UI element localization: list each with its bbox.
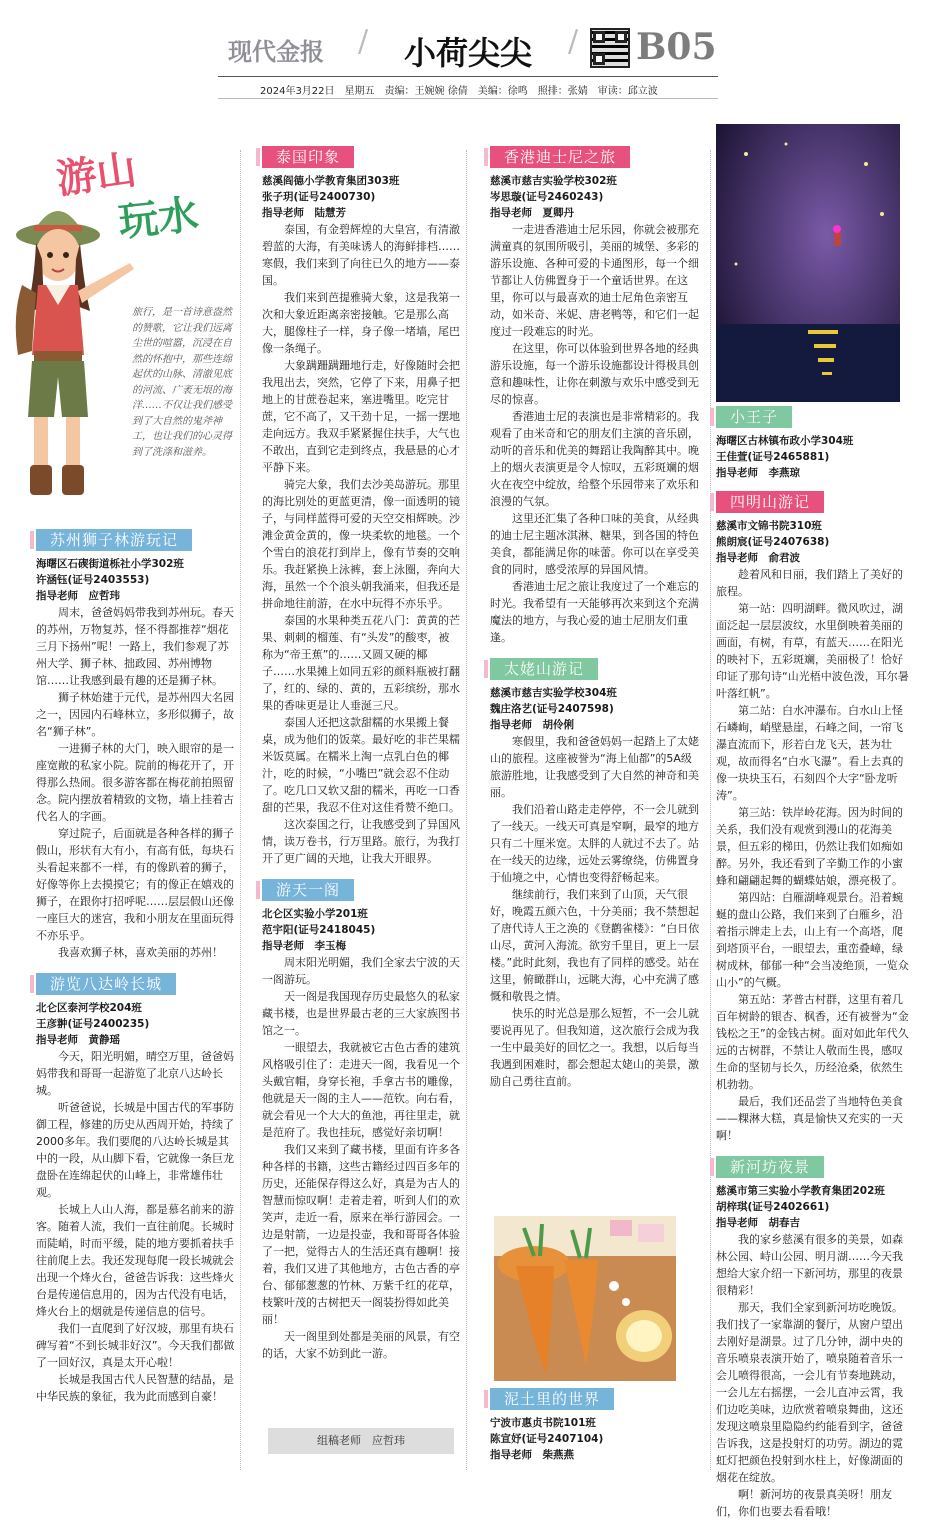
article-body — [262, 954, 460, 1362]
paragraph: 泰国，有金碧辉煌的大皇宫，有清澈碧蓝的大海，有美味诱人的海鲜排档……寒假，我们来到了向往已久的地方——泰国。 — [262, 223, 460, 287]
paragraph: 这次泰国之行，让我感受到了异国风情，读万卷书，行万里路。旅行，为我打开了更广阔的天地，让我大开眼界。 — [262, 818, 460, 865]
article — [262, 875, 460, 1362]
school: 宁波市惠贞书院101班 — [490, 1417, 596, 1429]
teacher: 指导老师 李燕琼 — [716, 467, 800, 479]
hero-banner — [8, 135, 232, 525]
article — [36, 525, 236, 961]
article-title: 游天一阁 — [262, 879, 354, 901]
teacher: 指导老师 黄静瑶 — [36, 1034, 120, 1046]
editor-caption: 组稿老师 应哲玮 — [268, 1428, 454, 1454]
paragraph: 长城上人山人海，都是慕名前来的游客。随着人流，我们一直往前爬。长城时而陡峭，时而平缓，陡的地方要抓着扶手往前爬上去。我还发现每爬一段长城就会出现一个烽火台，爸爸告诉我：这些烽火台是传递信息用的，因为古代没有电话，烽火台上的烟就是传递信息的信号。 — [36, 1203, 234, 1318]
paragraph: 第四站：白雁湖峰观景台。沿着蜿蜒的盘山公路，我们来到了白雁乡，沿着指示牌走上去，山上有一个高塔，爬到塔顶平台，一眼望去，重峦叠嶂，绿树成林，郁郁一种“会当凌绝顶，一览众山小”的气概。 — [716, 891, 909, 989]
paragraph: 趁着风和日丽，我们踏上了美好的旅程。 — [716, 568, 903, 598]
author: 王彦翀(证号2400235) — [36, 1018, 150, 1030]
author: 胡梓琪(证号2402661) — [716, 1201, 830, 1213]
hero-title: 游山 — [53, 145, 140, 204]
paragraph: 我的家乡慈溪有很多的美景，如森林公园、峙山公园、明月湖……今天我想给大家介绍一下新河坊，那里的夜景很精彩！ — [716, 1233, 903, 1297]
paragraph: 我喜欢狮子林，喜欢美丽的苏州！ — [58, 946, 223, 959]
paragraph: 第五站：茅普古村群，这里有着几百年树龄的银杏、枫香，还有被誉为“金钱松之王”的金钱古树。面对如此年代久远的古树群，不禁让人敬而生畏，感叹生命的坚韧与长久，历经沧桑，依然生机勃勃。 — [716, 993, 909, 1091]
author: 岑思璇(证号2460243) — [490, 191, 604, 203]
school: 慈溪市第三实验小学教育集团202班 — [716, 1185, 885, 1197]
paragraph: 穿过院子，后面就是各种各样的狮子假山，形状有大有小，有高有低，每块石头看起来都不一样，有的像趴着的狮子，好像等你上去摸摸它；有的像正在嬉戏的狮子，在跟你打招呼呢……层层假山还像一座巨大的迷宫，我和小朋友在里面玩得不亦乐乎。 — [36, 827, 234, 942]
divider — [218, 76, 718, 77]
paragraph: 骑完大象，我们去沙美岛游玩。那里的海比别处的更蓝更清，像一面透明的镜子，与同样蓝得可爱的天空交相辉映。沙滩金黄金黄的，像一块柔软的地毯。一个个雪白的浪花打到岸上，像有节奏的交响乐。我赶紧换上泳裤，套上泳圈，奔向大海，虽然一个个浪头朝我涌来，但我还是拼命地往前游，在水中玩得不亦乐乎。 — [262, 478, 460, 610]
paragraph: 继续前行，我们来到了山顶，天气很好，晚霞五颜六色，十分美丽；我不禁想起了唐代诗人王之涣的《登鹳雀楼》：“白日依山尽，黄河入海流。欲穷千里目，更上一层楼。”此时此刻，我也有了同样的感受。站在这里，俯瞰群山，远眺大海，心中充满了感慨和敬畏之情。 — [490, 888, 700, 1003]
page-number: B05 — [636, 26, 717, 68]
paragraph: 今天，阳光明媚，晴空万里，爸爸妈妈带我和哥哥一起游览了北京八达岭长城。 — [36, 1050, 234, 1097]
article-title: 太姥山游记 — [490, 658, 598, 680]
paragraph: 啊！新河坊的夜景真美呀！朋友们，你们也要去看看哦！ — [716, 1488, 892, 1518]
article — [490, 1384, 702, 1463]
masthead-slash: / — [568, 24, 579, 59]
school: 海曙区古林镇布政小学304班 — [716, 435, 854, 447]
article — [262, 142, 460, 867]
paragraph: 我们来到芭提雅骑大象，这是我第一次和大象近距离亲密接触。它是那么高大，腿像柱子一样，身子像一堵墙，尾巴像一条绳子。 — [262, 291, 460, 355]
paragraph: 长城是我国古代人民智慧的结晶，是中华民族的象征，我为此而感到自豪！ — [36, 1373, 234, 1403]
paragraph: 快乐的时光总是那么短暂，不一会儿就要说再见了。但我知道，这次旅行会成为我一生中最美好的回忆之一。我想，以后每当我遇到困难时，都会想起太姥山的美景，激励自己勇往直前。 — [490, 1007, 699, 1088]
paragraph: 天一阁是我国现存历史最悠久的私家藏书楼，也是世界最古老的三大家族图书馆之一。 — [262, 990, 460, 1037]
article-body — [262, 221, 460, 867]
article-title: 游览八达岭长城 — [36, 973, 176, 995]
paragraph: 寒假里，我和爸爸妈妈一起踏上了太姥山的旅程。这座被誉为“海上仙都”的5A级旅游胜地，让我感受到了大自然的神奇和美丽。 — [490, 735, 699, 799]
paragraph: 周末，爸爸妈妈带我到苏州玩。春天的苏州，万物复苏，怪不得都推荐“烟花三月下扬州”呢！一路上，我们参观了苏州大学、狮子林、拙政园、苏州博物馆……让我感到最有趣的还是狮子林。 — [36, 606, 234, 687]
explorer-girl-illustration — [8, 155, 138, 525]
paragraph: 第二站：白水冲瀑布。白水山上怪石嶙峋，峭壁悬崖，石峰之间，一帘飞瀑直流而下，形若白龙飞天，甚为壮观，故而得名“白水飞瀑”。看上去真的像一块块玉石，石刻四个大字“卧龙听涛”。 — [716, 704, 904, 802]
author: 许涵钰(证号2403553) — [36, 574, 150, 586]
teacher: 指导老师 夏卿丹 — [490, 207, 574, 219]
paragraph: 周末阳光明媚，我们全家去宁波的天一阁游玩。 — [262, 956, 460, 986]
school: 慈溪市慈吉实验学校304班 — [490, 687, 617, 699]
paragraph: 我们又来到了藏书楼，里面有许多各种各样的书籍，这些古籍经过四百多年的历史，还能保存得这么好，真是为古人的智慧而惊叹啊！走着走着，听到人们的欢笑声，走近一看，原来在举行游园会。一边是射箭，一边是投壶，我和哥哥各体验了一把，觉得古人的生活还真有趣啊！接着，我们又进了其他地方，古色古香的亭台、郁郁葱葱的竹林、万紫千红的花草，枝繁叶茂的古树把天一阁装扮得如此美丽！ — [262, 1143, 460, 1326]
article-title: 苏州狮子林游玩记 — [36, 529, 192, 551]
section-name: 小荷尖尖 — [404, 34, 533, 72]
paragraph: 狮子林始建于元代，是苏州四大名园之一，因园内石峰林立，多形似狮子，故名“狮子林”。 — [36, 691, 234, 738]
qr-code-icon[interactable] — [590, 28, 630, 68]
hero-intro-text: 旅行，是一首诗意盎然的赞歌，它让我们远离尘世的喧嚣，沉浸在自然的怀抱中，那些连绵起伏的山脉、清澈见底的河流、广袤无垠的海洋……不仅让我们感受到了大自然的鬼斧神工，也让我们的心灵得到了洗涤和滋养。 — [132, 307, 232, 458]
column-3 — [490, 142, 702, 1090]
paragraph: 天一阁里到处都是美丽的风景，有空的话，大家不妨到此一游。 — [262, 1330, 460, 1360]
column-divider — [710, 150, 711, 1470]
article — [490, 654, 702, 1090]
paragraph: 泰国的水果种类五花八门：黄黄的芒果、刺刺的榴莲、有“头发”的酸枣，被称为“帝王蕉”的……又圆又硬的椰子……水果摊上如同五彩的颜料瓶被打翻了，红的、绿的、黄的，五彩缤纷，那水果的香味更是让人垂涎三尺。 — [262, 614, 460, 712]
paragraph: 听爸爸说，长城是中国古代的军事防御工程，修建的历史从西周开始，持续了2000多年。我们要爬的八达岭长城是其中的一段，从山脚下看，它就像一条巨龙盘卧在连绵起伏的山峰上，非常雄伟壮观。 — [36, 1101, 234, 1199]
author: 熊朗宸(证号2407638) — [716, 536, 830, 548]
paragraph: 香港迪士尼的表演也是非常精彩的。我观看了由米奇和它的朋友们主演的音乐剧，动听的音乐和优美的舞蹈让我陶醉其中。晚上的烟火表演更是令人惊叹，五彩斑斓的烟火在夜空中绽放，给整个乐园带来了欢乐和浪漫的气氛。 — [490, 410, 699, 508]
paragraph: 在这里，你可以体验到世界各地的经典游乐设施，每一个游乐设施都设计得极具创意和趣味性，让你在刺激与欢乐中感受到无尽的惊喜。 — [490, 342, 699, 406]
school: 慈溪市文锦书院310班 — [716, 520, 822, 532]
article-title: 泥土里的世界 — [490, 1388, 614, 1410]
article-body — [716, 1231, 912, 1520]
teacher: 指导老师 胡伶俐 — [490, 719, 574, 731]
author: 张子玥(证号2400730) — [262, 191, 376, 203]
column-2 — [262, 142, 460, 1362]
school: 海曙区石碶街道栎社小学302班 — [36, 558, 184, 570]
article — [716, 487, 912, 1144]
paragraph: 香港迪士尼之旅让我度过了一个难忘的时光。我希望有一天能够再次来到这个充满魔法的地方，与我心爱的迪士尼朋友们重逢。 — [490, 580, 699, 644]
author: 陈宣妤(证号2407104) — [490, 1433, 604, 1445]
paragraph: 最后，我们还品尝了当地特色美食——粿淋大糕，真是愉快又充实的一天啊！ — [716, 1095, 903, 1142]
article-title: 新河坊夜景 — [716, 1156, 824, 1178]
article — [716, 1152, 912, 1520]
article-title: 四明山游记 — [716, 491, 824, 513]
divider — [218, 98, 718, 99]
article-body — [36, 1048, 236, 1405]
paragraph: 那天，我们全家到新河坊吃晚饭。我们找了一家靠湖的餐厅，从窗户望出去刚好是湖景。过了几分钟，湖中央的音乐喷泉表演开始了，喷泉随着音乐一会儿喷得很高，一会儿有节奏地跳动，一会儿左右摇摆，一会儿直冲云霄，我们边吃美味，边欣赏着喷泉舞曲，这还发现这喷泉里隐隐约约能看到字，爸爸告诉我，这是投射灯的功劳。湖边的霓虹灯把颜色投射到水柱上，好像湖面的烟花在绽放。 — [716, 1301, 903, 1484]
teacher: 指导老师 胡春吉 — [716, 1217, 800, 1229]
article-body — [490, 733, 702, 1090]
school: 慈溪阎德小学教育集团303班 — [262, 175, 400, 187]
teacher: 指导老师 陆慧芳 — [262, 207, 346, 219]
column-1 — [36, 525, 236, 1405]
article-title: 泰国印象 — [262, 146, 354, 168]
little-prince-painting — [716, 124, 900, 402]
article — [716, 402, 912, 481]
paper-name: 现代金报 — [228, 37, 324, 66]
article-body — [36, 604, 236, 961]
teacher: 指导老师 柴燕燕 — [490, 1449, 574, 1461]
paragraph: 大象蹒跚蹒跚地行走，好像随时会把我甩出去，突然，它停了下来，用鼻子把地上的甘蔗卷起来，塞进嘴里。吃完甘蔗，它不高了，又干劲十足，一摇一摆地走向远方。我双手紧紧握住扶手，大气也不敢出，直到它走到终点，我悬悬的心才平静下来。 — [262, 359, 460, 474]
masthead-slash: / — [358, 24, 369, 59]
article — [490, 142, 702, 646]
column-divider — [240, 150, 241, 1470]
article-body — [716, 566, 912, 1144]
paragraph: 一走进香港迪士尼乐园，你就会被那充满童真的氛围所吸引，美丽的城堡、多彩的游乐设施、各种可爱的卡通图形，每一个细节都让人仿佛置身于一个童话世界。在这里，你可以与最喜欢的迪士尼角色亲密互动，如米奇、米妮、唐老鸭等，和它们一起度过一段难忘的时光。 — [490, 223, 699, 338]
paragraph: 第一站：四明湖畔。微风吹过，湖面泛起一层层波纹，水里倒映着美丽的画面，有树，有草，有蓝天……在阳光的映衬下，五彩斑斓，美丽极了！恰好印证了那句诗“山光梧中波色泼，耳尔暑叶落红帆”。 — [716, 602, 909, 700]
paragraph: 一眼望去，我就被它古色古香的建筑风格吸引住了：走进天一阁，我看见一个头戴官帽，身穿长袍，手拿古书的雕像，他就是天一阁的主人——范钦。向右看，就会看见一个大大的鱼池，再往里走，就是范府了。我也挂玩，感觉好亲切啊！ — [262, 1041, 460, 1139]
column-4 — [716, 402, 912, 1520]
paragraph: 一进狮子林的大门，映入眼帘的是一座宽敞的私家小院。院前的梅花开了，开得那么热闹。很多游客都在梅花前拍照留念。院内摆放着精致的文物，墙上挂着古代名人的字画。 — [36, 742, 234, 823]
paragraph: 我们一直爬到了好汉坡，那里有块石碑写着“不到长城非好汉”。今天我们都做了一回好汉，真是太开心啦！ — [36, 1322, 235, 1369]
article-body — [490, 221, 702, 646]
author: 范宇阳(证号2418045) — [262, 924, 376, 936]
school: 北仑区泰河学校204班 — [36, 1002, 142, 1014]
article-title: 小王子 — [716, 406, 792, 428]
painting-credit — [490, 1384, 702, 1463]
teacher: 指导老师 俞君波 — [716, 552, 800, 564]
root-vegetable-painting — [494, 1216, 676, 1381]
author: 王佳萱(证号2465881) — [716, 451, 830, 463]
paragraph: 我们沿着山路走走停停，不一会儿就到了一线天。一线天可真是窄啊，最窄的地方只有二十厘米宽。太胖的人就过不去了。站在一线天的边缘，远处云雾缭绕，仿佛置身于仙境之中，心情也变得舒畅起来。 — [490, 803, 699, 884]
school: 北仑区实验小学201班 — [262, 908, 368, 920]
column-divider — [466, 150, 467, 1470]
teacher: 指导老师 李玉梅 — [262, 940, 346, 952]
teacher: 指导老师 应哲玮 — [36, 590, 120, 602]
masthead — [0, 0, 934, 97]
article-title: 香港迪士尼之旅 — [490, 146, 630, 168]
paragraph: 第三站：铁岸岭花海。因为时间的关系，我们没有观赏到漫山的花海美景，但五彩的梯田，仍然让我们如痴如醉。另外，我还看到了辛勤工作的小蜜蜂和翩翩起舞的蝴蝶姑娘，漂亮极了。 — [716, 806, 903, 887]
paragraph: 泰国人还把这款甜糯的水果搬上餐桌，成为他们的饭菜。最好吃的非芒果糯米饭莫属。在糯米上淘一点乳白色的椰汁，吃的时候，“小嘴巴”就会忍不住动了。吃几口又软又甜的糯米，再吃一口香甜的芒果，我忍不住对这佳肴赞不绝口。 — [262, 716, 460, 814]
school: 慈溪市慈吉实验学校302班 — [490, 175, 617, 187]
author: 魏庄洛艺(证号2407598) — [490, 703, 614, 715]
paragraph: 这里还汇集了各种口味的美食，从经典的迪士尼主题冰淇淋、糖果，到各国的特色美食，都能满足你的味蕾。你可以在享受美食的同时，感受浓厚的异国风情。 — [490, 512, 699, 576]
article — [36, 969, 236, 1405]
masthead-meta: 2024年3月22日 星期五 责编：王婉婉 徐倩 美编：徐鸣 照排：张婧 审读：邱立波 — [260, 86, 658, 97]
hero-title: 玩水 — [116, 190, 201, 247]
